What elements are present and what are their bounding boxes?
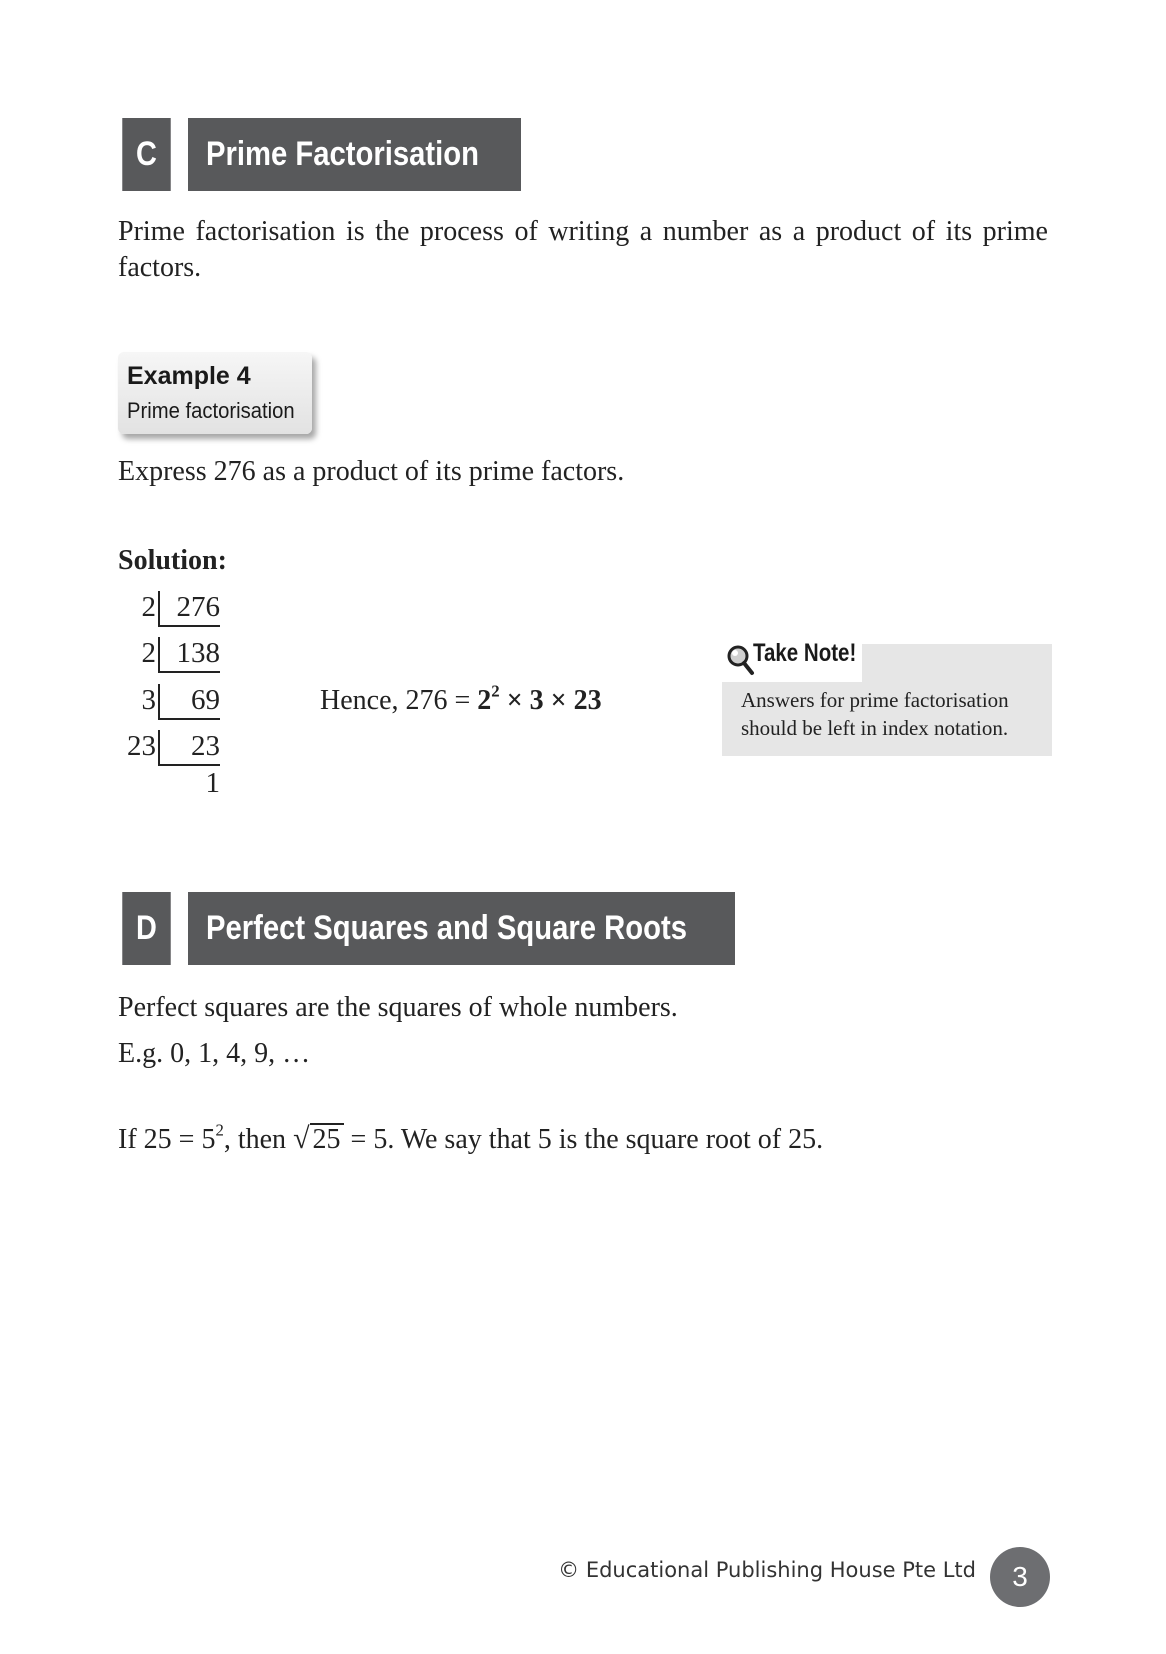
magnifier-icon bbox=[726, 644, 756, 678]
perfect-squares-example: E.g. 0, 1, 4, 9, … bbox=[118, 1038, 311, 1069]
division-bracket bbox=[158, 718, 220, 720]
section-d-title: Perfect Squares and Square Roots bbox=[188, 892, 735, 965]
section-c-intro: Prime factorisation is the process of writing a number as a product of its prime factors. bbox=[118, 216, 1048, 283]
divisor: 2 bbox=[141, 637, 156, 669]
take-note-text: Answers for prime factorisation should be left in index notation. bbox=[741, 688, 1009, 740]
take-note-title: Take Note! bbox=[753, 639, 857, 667]
divisor: 3 bbox=[141, 684, 156, 716]
divisor: 23 bbox=[127, 730, 156, 762]
division-bracket bbox=[158, 671, 220, 673]
division-bracket bbox=[158, 764, 220, 766]
quotient: 69 bbox=[191, 684, 220, 716]
division-bracket bbox=[158, 730, 160, 766]
division-bracket bbox=[158, 684, 160, 720]
example-question: Express 276 as a product of its prime factors. bbox=[118, 456, 625, 487]
solution-label: Solution: bbox=[118, 545, 227, 576]
division-bracket bbox=[158, 625, 220, 627]
quotient: 1 bbox=[205, 767, 220, 799]
divisor: 2 bbox=[141, 591, 156, 623]
example-subtitle: Prime factorisation bbox=[127, 398, 295, 423]
section-d-letter: D bbox=[122, 892, 170, 965]
radicand: 25 bbox=[310, 1123, 344, 1155]
example-label-box bbox=[118, 352, 312, 434]
square-root-statement: If $25 = 5^2$, then √ 25 = 5. We say that 5 is the square root of 25. bbox=[118, 1120, 824, 1155]
quotient: 138 bbox=[176, 637, 220, 669]
quotient: 276 bbox=[176, 591, 220, 623]
section-c-title: Prime Factorisation bbox=[188, 118, 521, 191]
radical-sign-icon: √ bbox=[293, 1122, 310, 1155]
division-bracket bbox=[158, 637, 160, 673]
perfect-squares-definition: Perfect squares are the squares of whole numbers. bbox=[118, 992, 678, 1023]
page-number: 3 bbox=[990, 1547, 1050, 1607]
section-c-letter: C bbox=[122, 118, 170, 191]
footer-copyright: © Educational Publishing House Pte Ltd bbox=[558, 1558, 976, 1582]
result-statement: Hence, $276 = 2^2 \times 3 \times 23$ bbox=[320, 681, 602, 716]
quotient: 23 bbox=[191, 730, 220, 762]
division-bracket bbox=[158, 591, 160, 627]
example-title: Example 4 bbox=[127, 362, 251, 390]
